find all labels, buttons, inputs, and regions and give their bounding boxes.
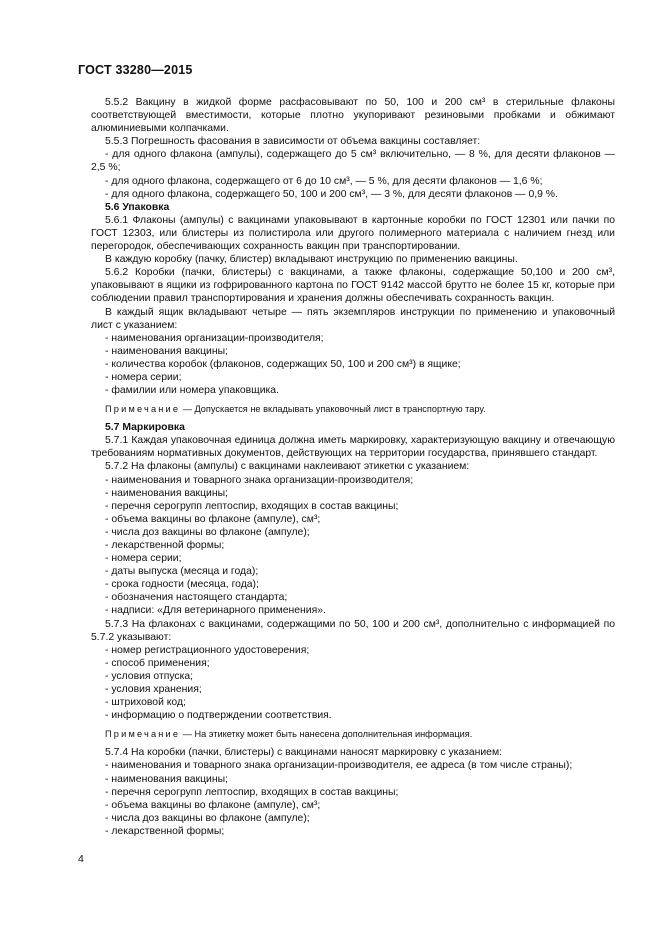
paragraph: - для одного флакона, содержащего 50, 100 и 200 см³, — 3 %, для десяти флаконов — 0,9 %. — [105, 188, 558, 200]
paragraph: - лекарственной формы; — [105, 825, 225, 837]
paragraph: - даты выпуска (месяца и года); — [105, 566, 259, 578]
paragraph: - номера серии; — [105, 371, 182, 383]
paragraph: - для одного флакона, содержащего от 6 до 10 см³, — 5 %, для десяти флаконов — 1,6 %; — [105, 175, 543, 187]
paragraph: - наименования организации-производителя; — [105, 332, 324, 344]
paragraph: 5.5.2 Вакцину в жидкой форме расфасовывают по 50, 100 и 200 см³ в стерильные флаконы соответствующей вместимости, которые плотно укупоривают резиновыми пробками и обжимают алюминиевыми колпачками. — [91, 97, 615, 135]
paragraph: - способ применения; — [105, 657, 210, 669]
paragraph: - наименования и товарного знака организации-производителя; — [105, 474, 414, 486]
page-number: 4 — [78, 853, 84, 865]
paragraph: - перечня серогрупп лептоспир, входящих в состав вакцины; — [105, 500, 399, 512]
note-label: Примечание — [105, 729, 181, 740]
paragraph: - наименования вакцины; — [105, 487, 228, 499]
paragraph: - штриховой код; — [105, 697, 186, 709]
paragraph: - наименования и товарного знака организации-производителя, ее адреса (в том числе страны); — [105, 760, 573, 772]
paragraph: В каждую коробку (пачку, блистер) вкладывают инструкцию по применению вакцины. — [105, 254, 518, 266]
paragraph: - номера серии; — [105, 553, 182, 565]
paragraph: 5.6.2 Коробки (пачки, блистеры) с вакцинами, а также флаконы, содержащие 50,100 и 200 см³, упаковывают в ящики из гофрированного картона по ГОСТ 9142 массой брутто не более 15 кг, которые при соблюдении правил транспортирования и хранения должны обеспечивать сохранность вакцин. — [91, 267, 615, 305]
paragraph: - перечня серогрупп лептоспир, входящих в состав вакцины; — [105, 786, 399, 798]
paragraph: - для одного флакона (ампулы), содержащего до 5 см³ включительно, — 8 %, для десяти флаконов — 2,5 %; — [91, 149, 615, 174]
paragraph: - условия отпуска; — [105, 670, 194, 682]
paragraph: 5.7.4 На коробки (пачки, блистеры) с вакцинами наносят маркировку с указанием: — [105, 747, 502, 759]
document-body — [91, 96, 615, 838]
paragraph: - условия хранения; — [105, 684, 202, 696]
document-header: ГОСТ 33280—2015 — [78, 63, 193, 77]
paragraph: 5.7.1 Каждая упаковочная единица должна иметь маркировку, характеризующую вакцину и отвечающую требованиям нормативных документов, действующих на территории государства, принявшего стандарт. — [91, 435, 615, 460]
paragraph: - числа доз вакцины во флаконе (ампуле); — [105, 812, 310, 824]
paragraph: - информацию о подтверждении соответствия. — [105, 710, 332, 722]
paragraph: - объема вакцины во флаконе (ампуле), см³; — [105, 513, 321, 525]
paragraph: - числа доз вакцины во флаконе (ампуле); — [105, 526, 310, 538]
paragraph: - обозначения настоящего стандарта; — [105, 592, 288, 604]
paragraph: - лекарственной формы; — [105, 540, 225, 551]
section-heading: 5.6 Упаковка — [105, 201, 170, 213]
note-paragraph — [91, 403, 615, 415]
paragraph: 5.7.3 На флаконах с вакцинами, содержащими по 50, 100 и 200 см³, дополнительно с информацией по 5.7.2 указывают: — [91, 618, 615, 643]
paragraph: - наименования вакцины; — [105, 773, 228, 785]
paragraph: - объема вакцины во флаконе (ампуле), см³; — [105, 799, 321, 811]
paragraph: 5.5.3 Погрешность фасования в зависимости от объема вакцины составляет: — [105, 136, 481, 148]
paragraph: - срока годности (месяца, года); — [105, 579, 259, 591]
paragraph: 5.7.2 На флаконы (ампулы) с вакцинами наклеивают этикетки с указанием: — [105, 461, 470, 473]
section-heading: 5.7 Маркировка — [105, 422, 185, 434]
paragraph: В каждый ящик вкладывают четыре — пять экземпляров инструкции по применению и упаковочный лист с указанием: — [91, 306, 615, 331]
note-paragraph — [91, 728, 615, 740]
paragraph: - количества коробок (флаконов, содержащих 50, 100 и 200 см³) в ящике; — [105, 358, 461, 370]
paragraph: - надписи: «Для ветеринарного применения». — [105, 605, 326, 617]
note-label: Примечание — [105, 404, 181, 415]
paragraph: - наименования вакцины; — [105, 345, 228, 357]
note-text: — На этикетку может быть нанесена дополнительная информация. — [180, 729, 473, 740]
paragraph: - фамилии или номера упаковщика. — [105, 385, 279, 397]
paragraph: 5.6.1 Флаконы (ампулы) с вакцинами упаковывают в картонные коробки по ГОСТ 12301 или пачки по ГОСТ 12303, или блистеры из полистирола или другого полимерного материала с наличием гнезд или перегородок, обеспечивающих сохранность вакцин при транспортировании. — [91, 214, 615, 253]
note-text: — Допускается не вкладывать упаковочный лист в транспортную тару. — [180, 404, 486, 415]
paragraph: - номер регистрационного удостоверения; — [105, 644, 310, 656]
